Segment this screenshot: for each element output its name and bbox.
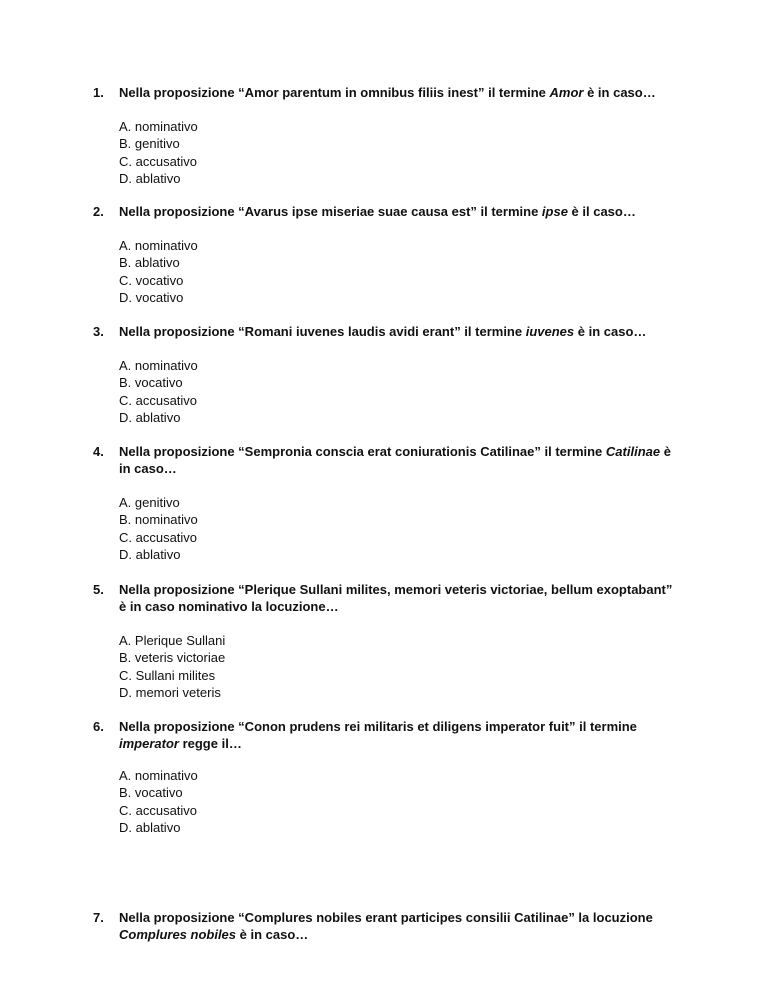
question-text: Nella proposizione “Avarus ipse miseriae suae causa est” il termine ipse è il caso… [119, 204, 636, 219]
question-number: 3. [93, 324, 104, 339]
answer-option-b: B. veteris victoriae [119, 650, 226, 666]
answer-option-a: A. Plerique Sullani [119, 633, 226, 648]
answer-option-a: A. nominativo [119, 238, 198, 253]
answer-option-d: D. ablativo [119, 819, 181, 835]
question-term: ipse [541, 204, 568, 219]
question-text: Nella proposizione “Conon prudens rei militaris et diligens imperator fuit” il termine imperator regge il… [119, 719, 637, 751]
answer-option-c: C. accusativo [119, 153, 198, 169]
question-text: Nella proposizione “Amor parentum in omnibus filiis inest” il termine Amor è in caso… [119, 85, 656, 100]
question-text: Nella proposizione “Complures nobiles erant participes consilii Catilinae” la locuzione Complures nobiles è in caso… [119, 910, 653, 942]
answer-option-c: C. accusativo [119, 529, 198, 545]
answer-option-b: B. ablativo [119, 255, 180, 271]
question-text: Nella proposizione “Sempronia conscia erat coniurationis Catilinae” il termine Catilinae è in caso… [119, 444, 671, 476]
answer-options [119, 494, 198, 563]
answer-option-a: A. genitivo [119, 495, 180, 510]
question-term: iuvenes [525, 324, 575, 339]
question-term: Amor [549, 85, 584, 100]
question-number: 1. [93, 85, 104, 100]
question-number: 6. [93, 719, 104, 734]
answer-options [119, 767, 198, 836]
answer-option-c: C. vocativo [119, 272, 184, 288]
answer-option-a: A. nominativo [119, 768, 198, 783]
answer-options [119, 357, 198, 426]
answer-option-d: D. ablativo [119, 409, 181, 425]
question-term: Catilinae [605, 444, 661, 459]
answer-options [119, 118, 198, 187]
question-text: Nella proposizione “Romani iuvenes laudis avidi erant” il termine iuvenes è in caso… [119, 324, 647, 339]
question-number: 4. [93, 444, 104, 459]
question-text: Nella proposizione “Plerique Sullani milites, memori veteris victoriae, bellum exoptabant” è in caso nominativo la locuzione… [119, 582, 673, 614]
answer-option-a: A. nominativo [119, 119, 198, 134]
answer-options [119, 237, 198, 306]
question-term: Complures nobiles [119, 927, 237, 942]
answer-option-d: D. memori veteris [119, 684, 221, 700]
answer-option-b: B. vocativo [119, 785, 183, 801]
answer-option-d: D. vocativo [119, 289, 184, 305]
answer-option-a: A. nominativo [119, 358, 198, 373]
answer-option-c: C. accusativo [119, 392, 198, 408]
answer-option-c: C. Sullani milites [119, 667, 216, 683]
answer-option-b: B. vocativo [119, 375, 183, 391]
question-term: imperator [119, 736, 179, 751]
question-number: 2. [93, 204, 104, 219]
question-number: 5. [93, 582, 104, 597]
answer-options [119, 632, 225, 701]
answer-option-c: C. accusativo [119, 802, 198, 818]
answer-option-b: B. nominativo [119, 512, 198, 528]
answer-option-b: B. genitivo [119, 136, 180, 152]
question-number: 7. [93, 910, 104, 925]
answer-option-d: D. ablativo [119, 546, 181, 562]
answer-option-d: D. ablativo [119, 170, 181, 186]
